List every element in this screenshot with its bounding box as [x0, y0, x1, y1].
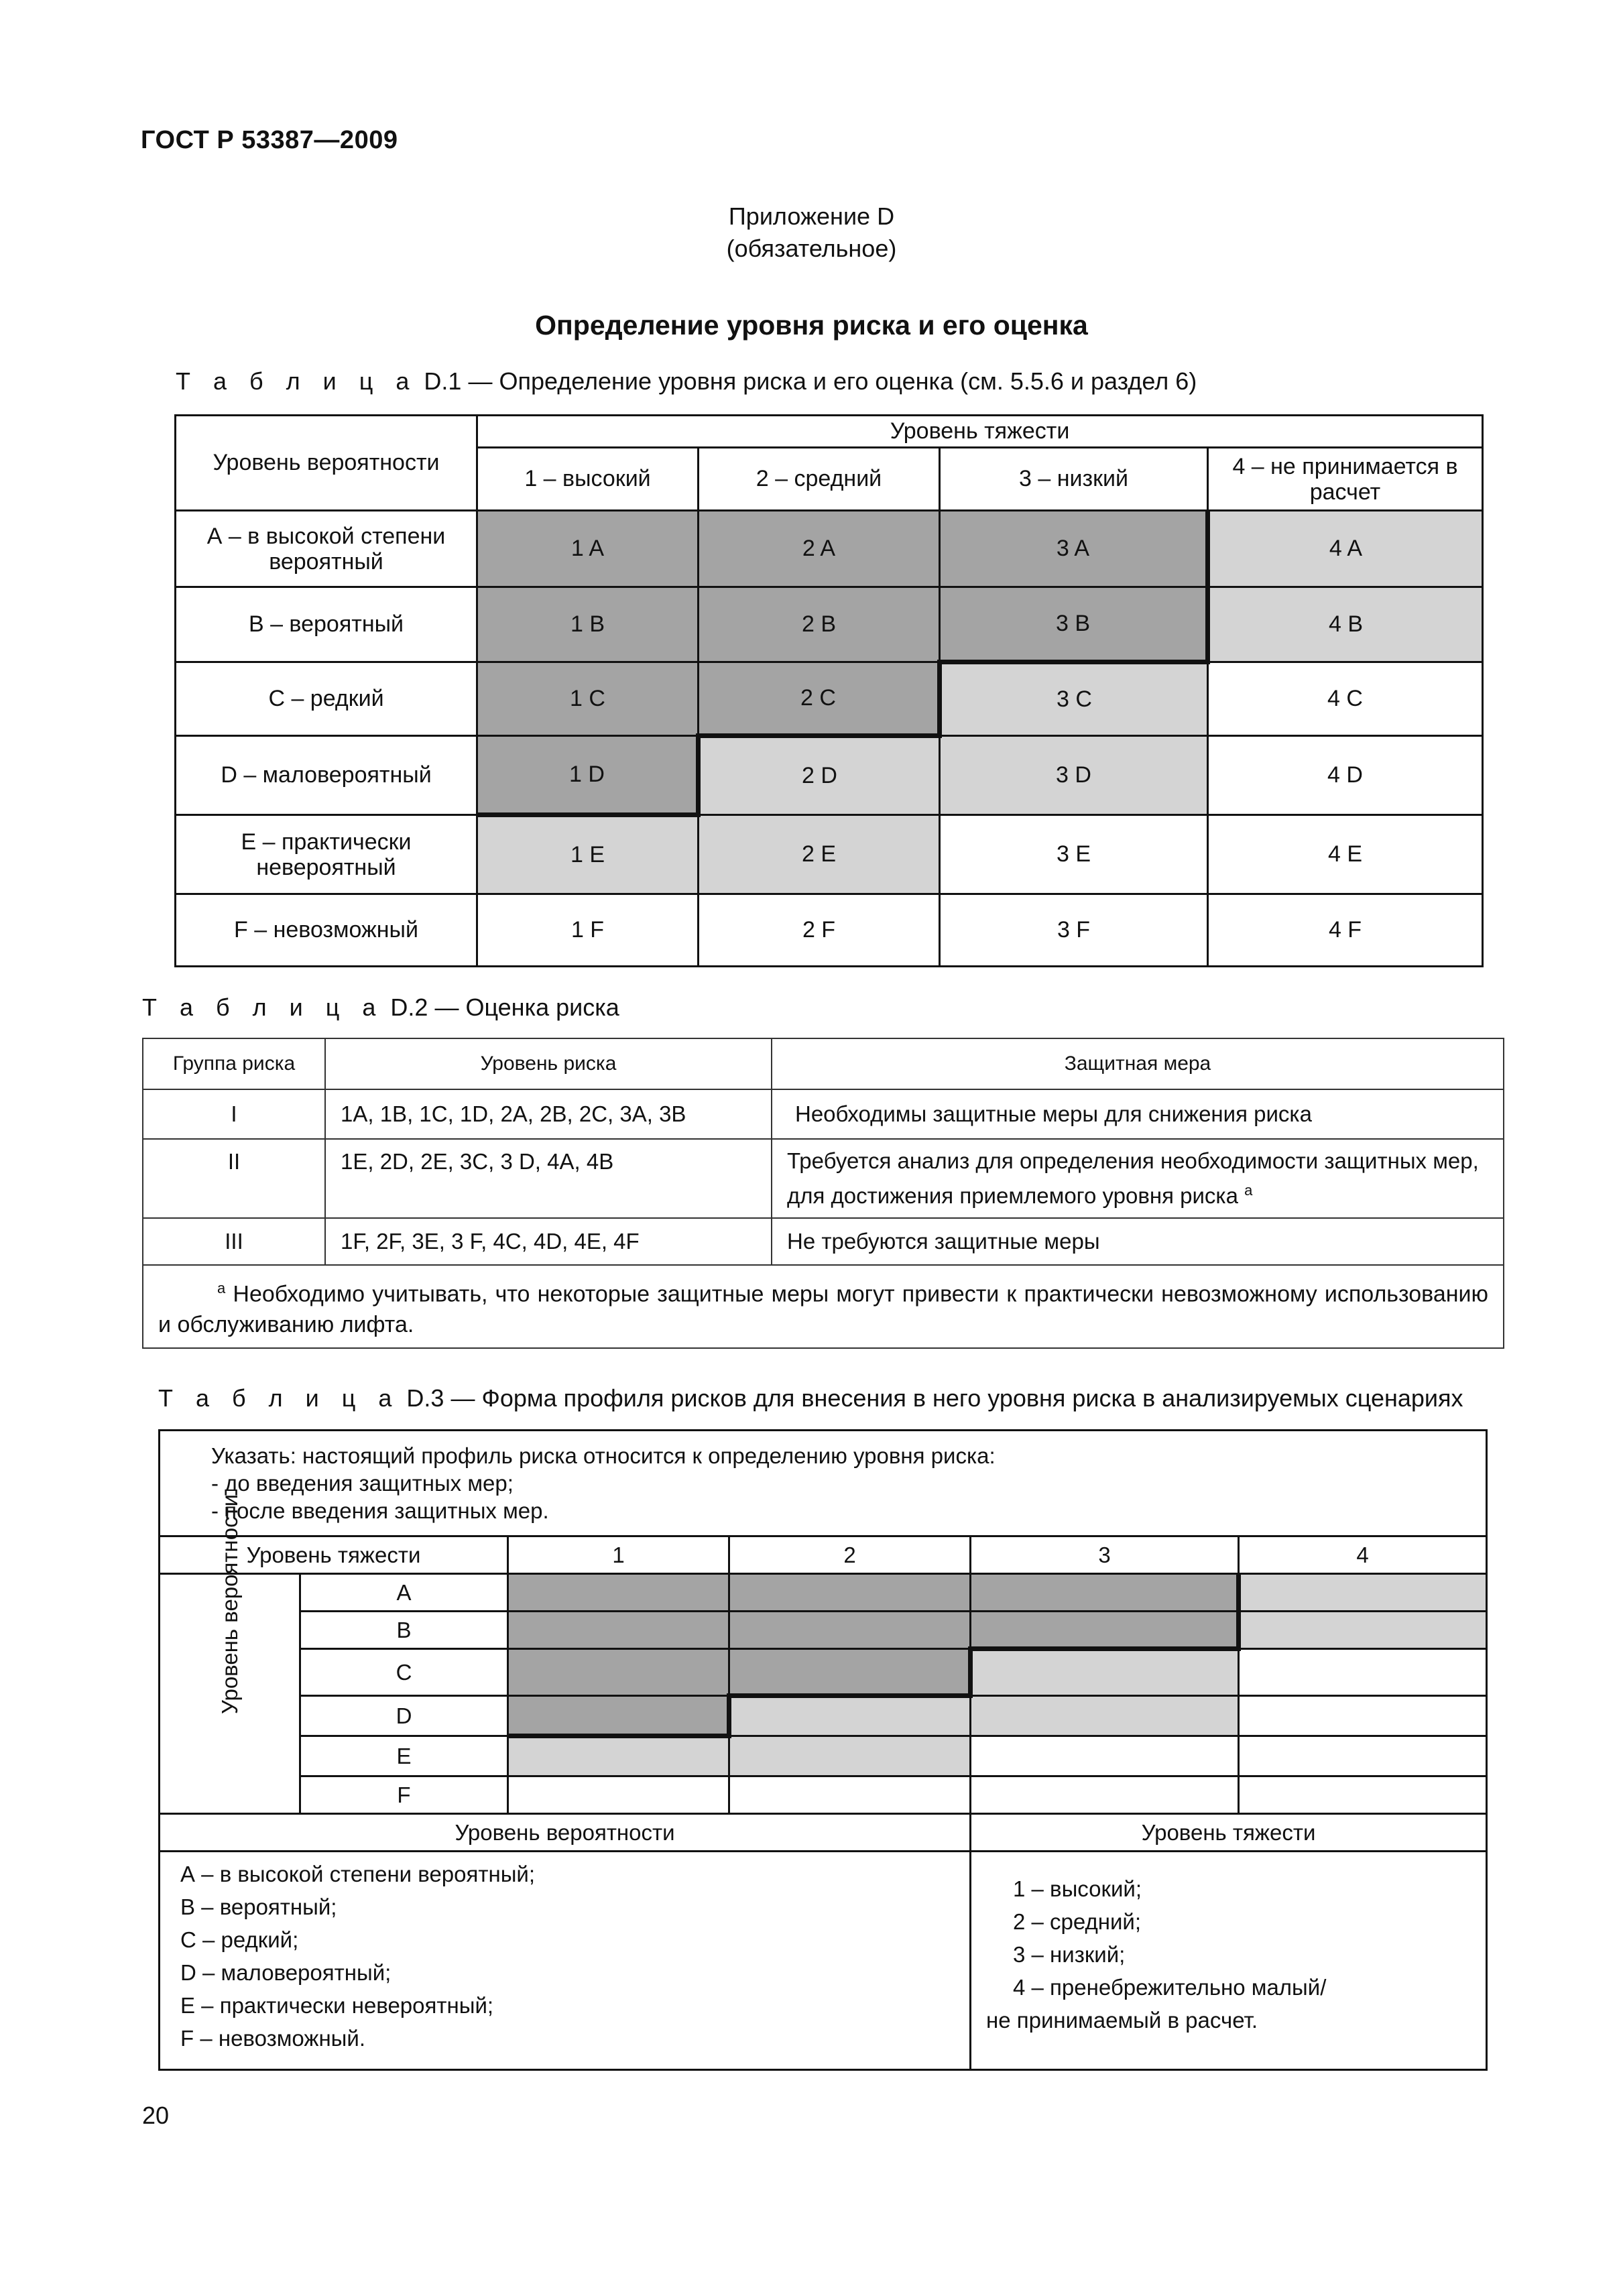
cell-1f: 1 F	[477, 894, 699, 967]
grid-cell-3c	[971, 1649, 1239, 1696]
instruction-line: - до введения защитных мер;	[211, 1471, 514, 1496]
row-label-d: D – маловероятный	[176, 736, 477, 815]
row-label: A	[300, 1574, 508, 1612]
severity-label: Уровень тяжести	[160, 1536, 508, 1574]
table1-caption: Т а б л и ц а D.1 — Определение уровня риска и его оценка (см. 5.5.6 и раздел 6)	[176, 367, 1197, 395]
row-label: B	[300, 1612, 508, 1649]
grid-cell-3e	[971, 1736, 1239, 1776]
row-label: C	[300, 1649, 508, 1696]
cell-3e: 3 E	[940, 815, 1208, 894]
legend-item: F – невозможный.	[180, 2026, 365, 2051]
col-header-level: Уровень риска	[325, 1038, 772, 1089]
row-label: E	[300, 1736, 508, 1776]
severity-col: 2	[729, 1536, 971, 1574]
cell-3d: 3 D	[940, 736, 1208, 815]
col-header-measure: Защитная мера	[772, 1038, 1504, 1089]
cell-2e: 2 E	[699, 815, 940, 894]
legend-item: Е – практически невероятный;	[180, 1993, 494, 2018]
legend-item: не принимаемый в расчет.	[986, 2008, 1258, 2033]
legend-item: 1 – высокий;	[1013, 1876, 1142, 1901]
grid-cell-4d	[1239, 1696, 1487, 1736]
severity-col: 3	[971, 1536, 1239, 1574]
grid-cell-3b	[971, 1612, 1239, 1649]
severity-col-1: 1 – высокий	[477, 448, 699, 511]
legend-item: А – в высокой степени вероятный;	[180, 1862, 536, 1886]
cell-4c: 4 C	[1208, 662, 1483, 736]
risk-profile-form	[158, 1429, 1488, 2071]
appendix-title: Приложение D	[728, 202, 895, 230]
cell-1d: 1 D	[477, 736, 699, 815]
probability-vertical-label: Уровень вероятности	[160, 1574, 300, 1814]
cell-1c: 1 C	[477, 662, 699, 736]
legend-item: 4 – пренебрежительно малый/	[1013, 1975, 1327, 2000]
grid-cell-2d	[729, 1696, 971, 1736]
table3-caption: Т а б л и ц а D.3 — Форма профиля рисков для внесения в него уровня риска в анализируемых сценариях	[158, 1384, 1463, 1412]
instruction-line: Указать: настоящий профиль риска относится к определению уровня риска:	[211, 1443, 996, 1468]
legend-item: D – маловероятный;	[180, 1960, 392, 1985]
level-cell: 1E, 2D, 2E, 3C, 3 D, 4A, 4B	[325, 1139, 772, 1218]
row-label-c: С – редкий	[176, 662, 477, 736]
legend-severity	[971, 1852, 1487, 2070]
row-label-e: Е – практически невероятный	[176, 815, 477, 894]
grid-cell-2a	[729, 1574, 971, 1612]
severity-header: Уровень тяжести	[477, 416, 1483, 448]
legend-sev-header: Уровень тяжести	[971, 1814, 1487, 1852]
cell-1b: 1 B	[477, 587, 699, 662]
col-header-group: Группа риска	[143, 1038, 325, 1089]
grid-cell-1e	[508, 1736, 729, 1776]
group-cell: I	[143, 1089, 325, 1139]
grid-cell-3d	[971, 1696, 1239, 1736]
cell-2d: 2 D	[699, 736, 940, 815]
row-label-f: F – невозможный	[176, 894, 477, 967]
page-number: 20	[142, 2102, 170, 2129]
cell-3f: 3 F	[940, 894, 1208, 967]
measure-cell: Не требуются защитные меры	[772, 1218, 1504, 1265]
group-cell: II	[143, 1139, 325, 1218]
cell-2f: 2 F	[699, 894, 940, 967]
appendix-subtitle: (обязательное)	[726, 235, 897, 262]
row-label-b: В – вероятный	[176, 587, 477, 662]
grid-cell-3f	[971, 1776, 1239, 1814]
row-label: F	[300, 1776, 508, 1814]
cell-3c: 3 C	[940, 662, 1208, 736]
legend-item: С – редкий;	[180, 1927, 299, 1952]
grid-cell-4b	[1239, 1612, 1487, 1649]
grid-cell-1c	[508, 1649, 729, 1696]
table2-caption: Т а б л и ц а D.2 — Оценка риска	[142, 993, 619, 1021]
probability-header: Уровень вероятности	[176, 416, 477, 511]
cell-4e: 4 E	[1208, 815, 1483, 894]
cell-4d: 4 D	[1208, 736, 1483, 815]
grid-cell-1d	[508, 1696, 729, 1736]
grid-cell-4e	[1239, 1736, 1487, 1776]
cell-4f: 4 F	[1208, 894, 1483, 967]
standard-number: ГОСТ Р 53387—2009	[141, 126, 398, 154]
risk-level-table	[174, 414, 1484, 967]
severity-col-3: 3 – низкий	[940, 448, 1208, 511]
main-title: Определение уровня риска и его оценка	[535, 310, 1088, 341]
grid-cell-2b	[729, 1612, 971, 1649]
cell-2a: 2 A	[699, 511, 940, 587]
legend-item: 2 – средний;	[1013, 1909, 1142, 1934]
grid-cell-3a	[971, 1574, 1239, 1612]
grid-cell-2c	[729, 1649, 971, 1696]
legend-probability	[160, 1852, 971, 2070]
footnote: $^a$ Необходимо учитывать, что некоторые защитные меры могут привести к практически невозможному использованию и обслуживанию лифта.	[143, 1265, 1504, 1348]
row-label-a: А – в высокой степени вероятный	[176, 511, 477, 587]
group-cell: III	[143, 1218, 325, 1265]
legend-item: 3 – низкий;	[1013, 1942, 1126, 1967]
severity-col-2: 2 – средний	[699, 448, 940, 511]
level-cell: 1A, 1B, 1C, 1D, 2A, 2B, 2C, 3A, 3B	[325, 1089, 772, 1139]
cell-3a: 3 A	[940, 511, 1208, 587]
grid-cell-2e	[729, 1736, 971, 1776]
grid-cell-2f	[729, 1776, 971, 1814]
legend-item: В – вероятный;	[180, 1894, 337, 1919]
grid-cell-4f	[1239, 1776, 1487, 1814]
cell-2b: 2 B	[699, 587, 940, 662]
grid-cell-1b	[508, 1612, 729, 1649]
grid-cell-1a	[508, 1574, 729, 1612]
cell-4b: 4 B	[1208, 587, 1483, 662]
risk-assessment-table	[142, 1038, 1504, 1349]
severity-col: 1	[508, 1536, 729, 1574]
severity-col: 4	[1239, 1536, 1487, 1574]
legend-prob-header: Уровень вероятности	[160, 1814, 971, 1852]
grid-cell-4a	[1239, 1574, 1487, 1612]
measure-cell: Требуется анализ для определения необходимости защитных мер, для достижения приемлемого уровня риска $^a$	[772, 1139, 1504, 1218]
row-label: D	[300, 1696, 508, 1736]
measure-cell: Необходимы защитные меры для снижения риска	[772, 1089, 1504, 1139]
cell-4a: 4 A	[1208, 511, 1483, 587]
cell-3b: 3 B	[940, 587, 1208, 662]
cell-1e: 1 E	[477, 815, 699, 894]
grid-cell-1f	[508, 1776, 729, 1814]
cell-2c: 2 C	[699, 662, 940, 736]
level-cell: 1F, 2F, 3E, 3 F, 4C, 4D, 4E, 4F	[325, 1218, 772, 1265]
grid-cell-4c	[1239, 1649, 1487, 1696]
instruction-line: - после введения защитных мер.	[211, 1498, 549, 1523]
severity-col-4: 4 – не принимается в расчет	[1208, 448, 1483, 511]
cell-1a: 1 A	[477, 511, 699, 587]
instruction-block	[160, 1431, 1487, 1536]
footnote-ref: a	[1244, 1182, 1253, 1199]
